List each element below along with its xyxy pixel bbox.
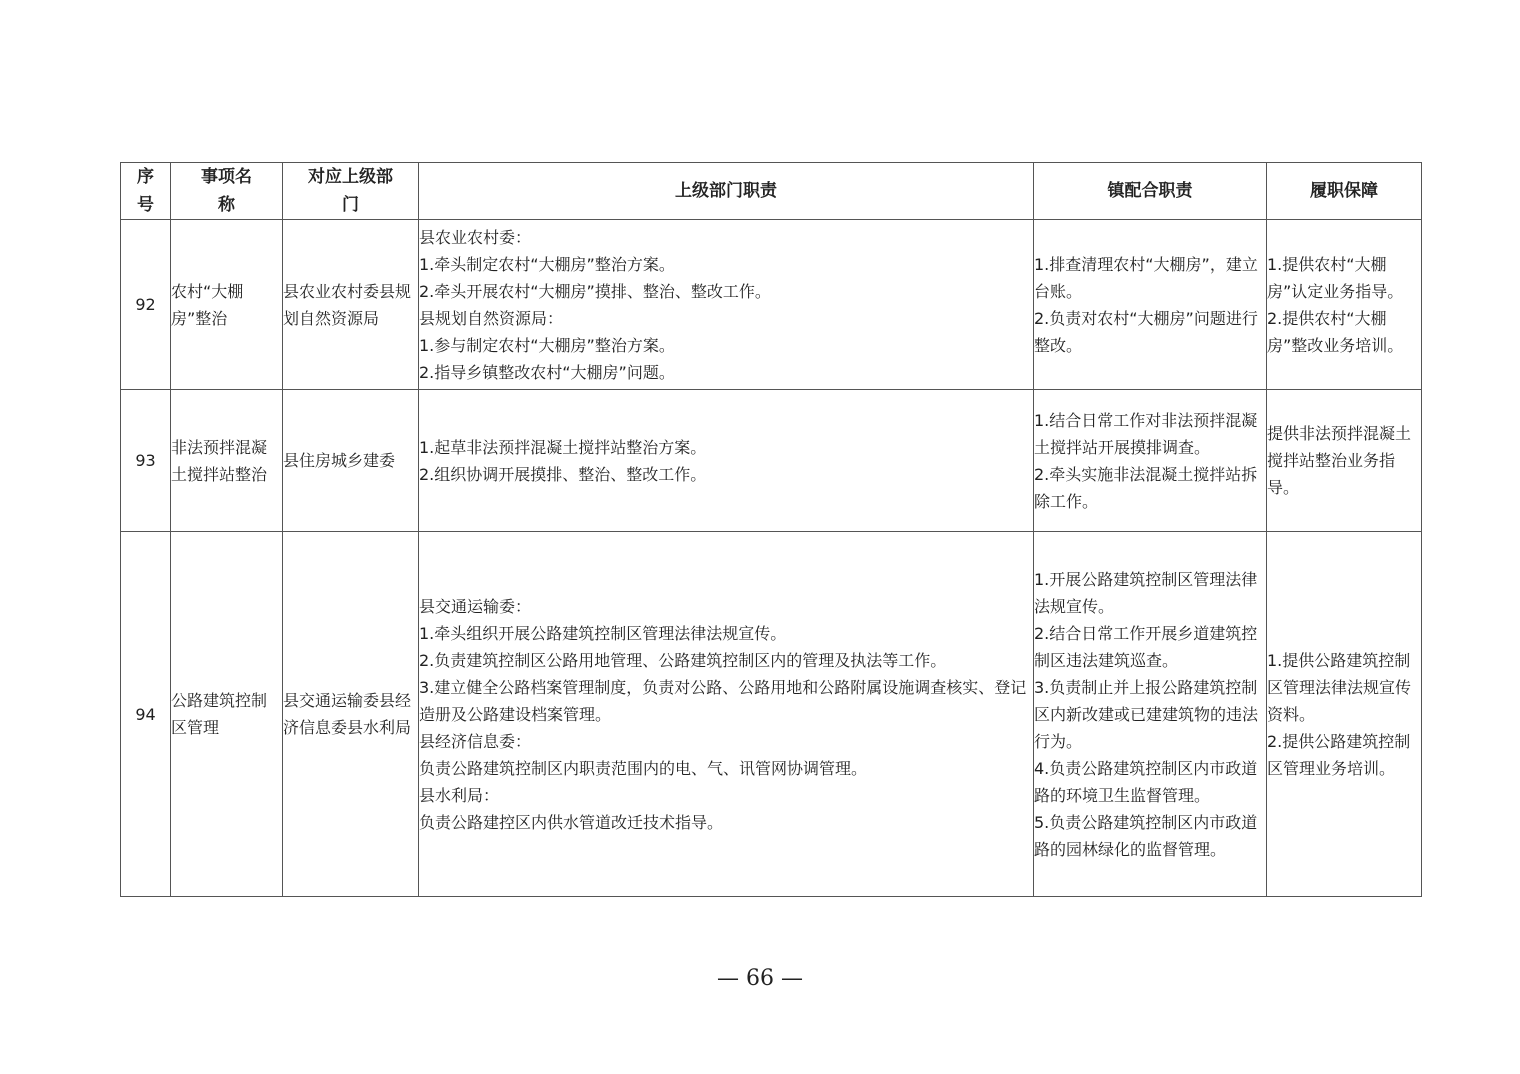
row-item-name: 农村“大棚房”整治 xyxy=(171,220,283,390)
row-seq: 93 xyxy=(121,390,171,532)
header-row xyxy=(121,163,1422,220)
duty-line: 2.牵头实施非法混凝土搅拌站拆除工作。 xyxy=(1034,464,1258,511)
duty-line: 2.负责建筑控制区公路用地管理、公路建筑控制区内的管理及执法等工作。 xyxy=(419,650,947,670)
duty-line: 1.牵头制定农村“大棚房”整治方案。 xyxy=(419,254,675,274)
header-town-duty: 镇配合职责 xyxy=(1034,163,1267,220)
duty-line: 负责公路建筑控制区内职责范围内的电、气、讯管网协调管理。 xyxy=(419,758,868,778)
table-row xyxy=(121,220,1422,390)
row-town-duty xyxy=(1034,532,1267,897)
header-upper-duty: 上级部门职责 xyxy=(419,163,1034,220)
row-upper-duty xyxy=(419,220,1034,390)
header-guarantee: 履职保障 xyxy=(1267,163,1422,220)
row-upper-duty xyxy=(419,532,1034,897)
page-number: — 66 — xyxy=(717,966,803,991)
row-guarantee xyxy=(1267,390,1422,532)
row-item-name: 非法预拌混凝土搅拌站整治 xyxy=(171,390,283,532)
row-town-duty xyxy=(1034,390,1267,532)
duty-line: 5.负责公路建筑控制区内市政道路的园林绿化的监督管理。 xyxy=(1034,812,1258,859)
row-town-duty xyxy=(1034,220,1267,390)
duty-line: 1.参与制定农村“大棚房”整治方案。 xyxy=(419,335,675,355)
duty-line: 县经济信息委： xyxy=(419,731,532,751)
row-upper-duty xyxy=(419,390,1034,532)
row-guarantee xyxy=(1267,220,1422,390)
duty-line: 3.建立健全公路档案管理制度，负责对公路、公路用地和公路附属设施调查核实、登记造册及公路建设档案管理。 xyxy=(419,677,1027,724)
duty-line: 提供非法预拌混凝土搅拌站整治业务指导。 xyxy=(1267,424,1412,497)
header-dept: 对应上级部门 xyxy=(283,163,419,220)
duty-line: 1.起草非法预拌混凝土搅拌站整治方案。 xyxy=(419,437,707,457)
duty-line: 1.提供公路建筑控制区管理法律法规宣传资料。 xyxy=(1267,650,1412,724)
duty-line: 2.牵头开展农村“大棚房”摸排、整治、整改工作。 xyxy=(419,281,771,301)
duty-line: 2.组织协调开展摸排、整治、整改工作。 xyxy=(419,464,707,484)
duty-line: 2.结合日常工作开展乡道建筑控制区违法建筑巡查。 xyxy=(1034,623,1258,670)
duty-line: 负责公路建控区内供水管道改迁技术指导。 xyxy=(419,812,724,832)
table-row xyxy=(121,532,1422,897)
duty-line: 县交通运输委： xyxy=(419,596,532,616)
duty-line: 1.开展公路建筑控制区管理法律法规宣传。 xyxy=(1034,569,1258,616)
row-dept: 县住房城乡建委 xyxy=(283,390,419,532)
duty-line: 县规划自然资源局： xyxy=(419,308,564,328)
duty-table xyxy=(120,162,1422,897)
header-item: 事项名称 xyxy=(171,163,283,220)
row-seq: 92 xyxy=(121,220,171,390)
duty-line: 4.负责公路建筑控制区内市政道路的环境卫生监督管理。 xyxy=(1034,758,1258,805)
row-item-name: 公路建筑控制区管理 xyxy=(171,532,283,897)
header-seq: 序号 xyxy=(121,163,171,220)
duty-line: 县水利局： xyxy=(419,785,500,805)
row-dept: 县农业农村委县规划自然资源局 xyxy=(283,220,419,390)
duty-line: 2.负责对农村“大棚房”问题进行整改。 xyxy=(1034,308,1258,355)
duty-line: 1.牵头组织开展公路建筑控制区管理法律法规宣传。 xyxy=(419,623,787,643)
table-row xyxy=(121,390,1422,532)
row-dept: 县交通运输委县经济信息委县水利局 xyxy=(283,532,419,897)
row-guarantee xyxy=(1267,532,1422,897)
duty-line: 1.结合日常工作对非法预拌混凝土搅拌站开展摸排调查。 xyxy=(1034,410,1258,457)
duty-line: 1.提供农村“大棚房”认定业务指导。 xyxy=(1267,254,1404,301)
duty-line: 2.指导乡镇整改农村“大棚房”问题。 xyxy=(419,362,675,382)
duty-line: 2.提供公路建筑控制区管理业务培训。 xyxy=(1267,731,1411,778)
row-seq: 94 xyxy=(121,532,171,897)
duty-line: 3.负责制止并上报公路建筑控制区内新改建或已建建筑物的违法行为。 xyxy=(1034,677,1259,751)
duty-line: 2.提供农村“大棚房”整改业务培训。 xyxy=(1267,308,1404,355)
duty-line: 县农业农村委： xyxy=(419,227,532,247)
duty-line: 1.排查清理农村“大棚房”，建立台账。 xyxy=(1034,254,1258,301)
